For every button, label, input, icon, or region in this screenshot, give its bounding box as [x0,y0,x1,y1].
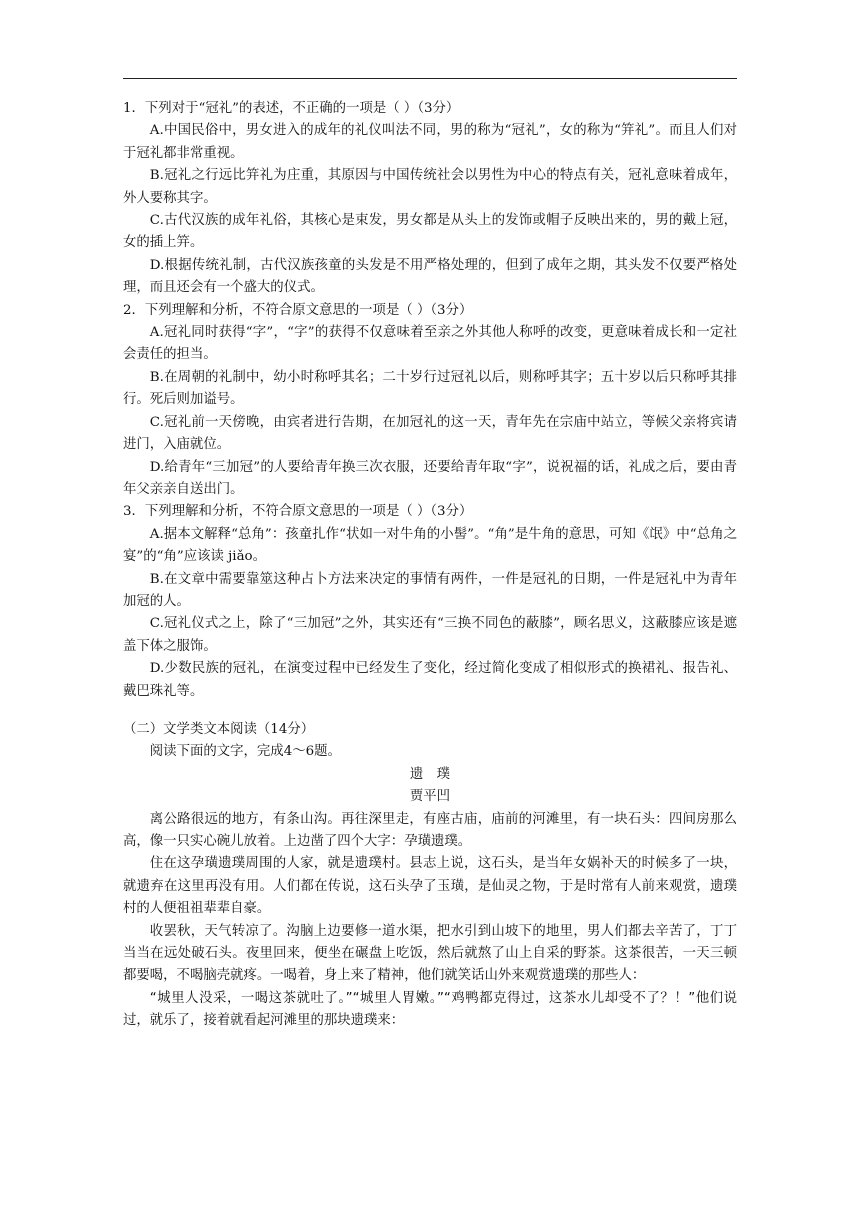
option-c: C.古代汉族的成年礼俗，其核心是束发，男女都是从头上的发饰或帽子反映出来的，男的戴上冠，女的插上笄。 [123,213,737,251]
article-paragraph: “城里人没采，一喝这茶就吐了。”“城里人胃嫩。”“鸡鸭都克得过，这茶水儿却受不了？！”他们说过，就乐了，接着就看起河滩里的那块遗璞来： [123,990,737,1029]
option-c: C.冠礼仪式之上，除了“三加冠”之外，其实还有“三换不同色的蔽膝”，顾名思义，这蔽膝应该是遮盖下体之服饰。 [123,616,737,654]
question-1 [123,98,737,300]
option-a: A.中国民俗中，男女进入的成年的礼仪叫法不同，男的称为“冠礼”，女的称为“笄礼”。而且人们对于冠礼都非常重视。 [123,123,737,161]
question-stem: 1．下列对于“冠礼”的表述，不正确的一项是（ ）（3分） [123,101,460,116]
article-title: 遗璞 [409,766,464,782]
option-a: A.据本文解释“总角”：孩童扎作“状如一对牛角的小髻”。“角”是牛角的意思，可知《氓》中“总角之宴”的“角”应该读 jiǎo。 [123,526,737,565]
question-stem: 3．下列理解和分析，不符合原文意思的一项是（ ）（3分） [123,504,473,520]
literary-reading-section [123,719,737,1033]
question-3 [123,501,737,703]
article-paragraph: 住在这孕璜遗璞周围的人家，就是遗璞村。县志上说，这石头，是当年女娲补天的时候多了一块，就遗弃在这里再没有用。人们都在传说，这石头孕了玉璜，是仙灵之物，于是时常有人前来观赏，遗璞村的人便祖祖辈辈自豪。 [123,856,737,917]
option-b: B.在周朝的礼制中，幼小时称呼其名；二十岁行过冠礼以后，则称呼其字；五十岁以后只称呼其排行。死后则加谥号。 [123,369,737,408]
article-paragraph: 离公路很远的地方，有条山沟。再往深里走，有座古庙，庙前的河滩里，有一块石头：四间房那么高，像一只实心碗儿放着。上边凿了四个大字：孕璜遗璞。 [123,811,737,849]
article-author: 贾平凹 [409,789,451,805]
option-c: C.冠礼前一天傍晚，由宾者进行告期，在加冠礼的这一天，青年先在宗庙中站立，等候父亲将宾请进门，入庙就位。 [123,414,737,453]
option-d: D.给青年“三加冠”的人要给青年换三次衣服，还要给青年取“字”，说祝福的话，礼成之后，要由青年父亲亲自送出门。 [123,459,737,497]
question-2 [123,300,737,502]
section-heading: （二）文学类文本阅读（14分） [123,721,315,737]
section-instruction: 阅读下面的文字，完成4～6题。 [149,744,341,760]
header-rule [123,78,737,79]
option-a: A.冠礼同时获得“字”，“字”的获得不仅意味着至亲之外其他人称呼的改变，更意味着成长和一定社会责任的担当。 [123,325,737,363]
article-paragraph: 收罢秋，天气转凉了。沟脑上边要修一道水渠，把水引到山坡下的地里，男人们都去辛苦了，丁丁当当在远处破石头。夜里回来，便坐在碾盘上吃饭，然后就熬了山上自采的野茶。这茶很苦，一天三顿都要喝，不喝脑壳就疼。一喝着，身上来了精神，他们就笑话山外来观赏遗璞的那些人： [123,923,737,984]
question-stem: 2．下列理解和分析，不符合原文意思的一项是（ ）（3分） [123,302,473,318]
option-d: D.少数民族的冠礼，在演变过程中已经发生了变化，经过简化变成了相似形式的换裙礼、报告礼、戴巴珠礼等。 [123,661,737,699]
document-body [123,98,737,1033]
option-b: B.在文章中需要靠筮这种占卜方法来决定的事情有两件，一件是冠礼的日期，一件是冠礼中为青年加冠的人。 [123,571,737,609]
option-d: D.根据传统礼制，古代汉族孩童的头发是不用严格处理的，但到了成年之期，其头发不仅要严格处理，而且还会有一个盛大的仪式。 [123,257,737,296]
option-b: B.冠礼之行远比笄礼为庄重，其原因与中国传统社会以男性为中心的特点有关，冠礼意味着成年，外人要称其字。 [123,168,737,206]
